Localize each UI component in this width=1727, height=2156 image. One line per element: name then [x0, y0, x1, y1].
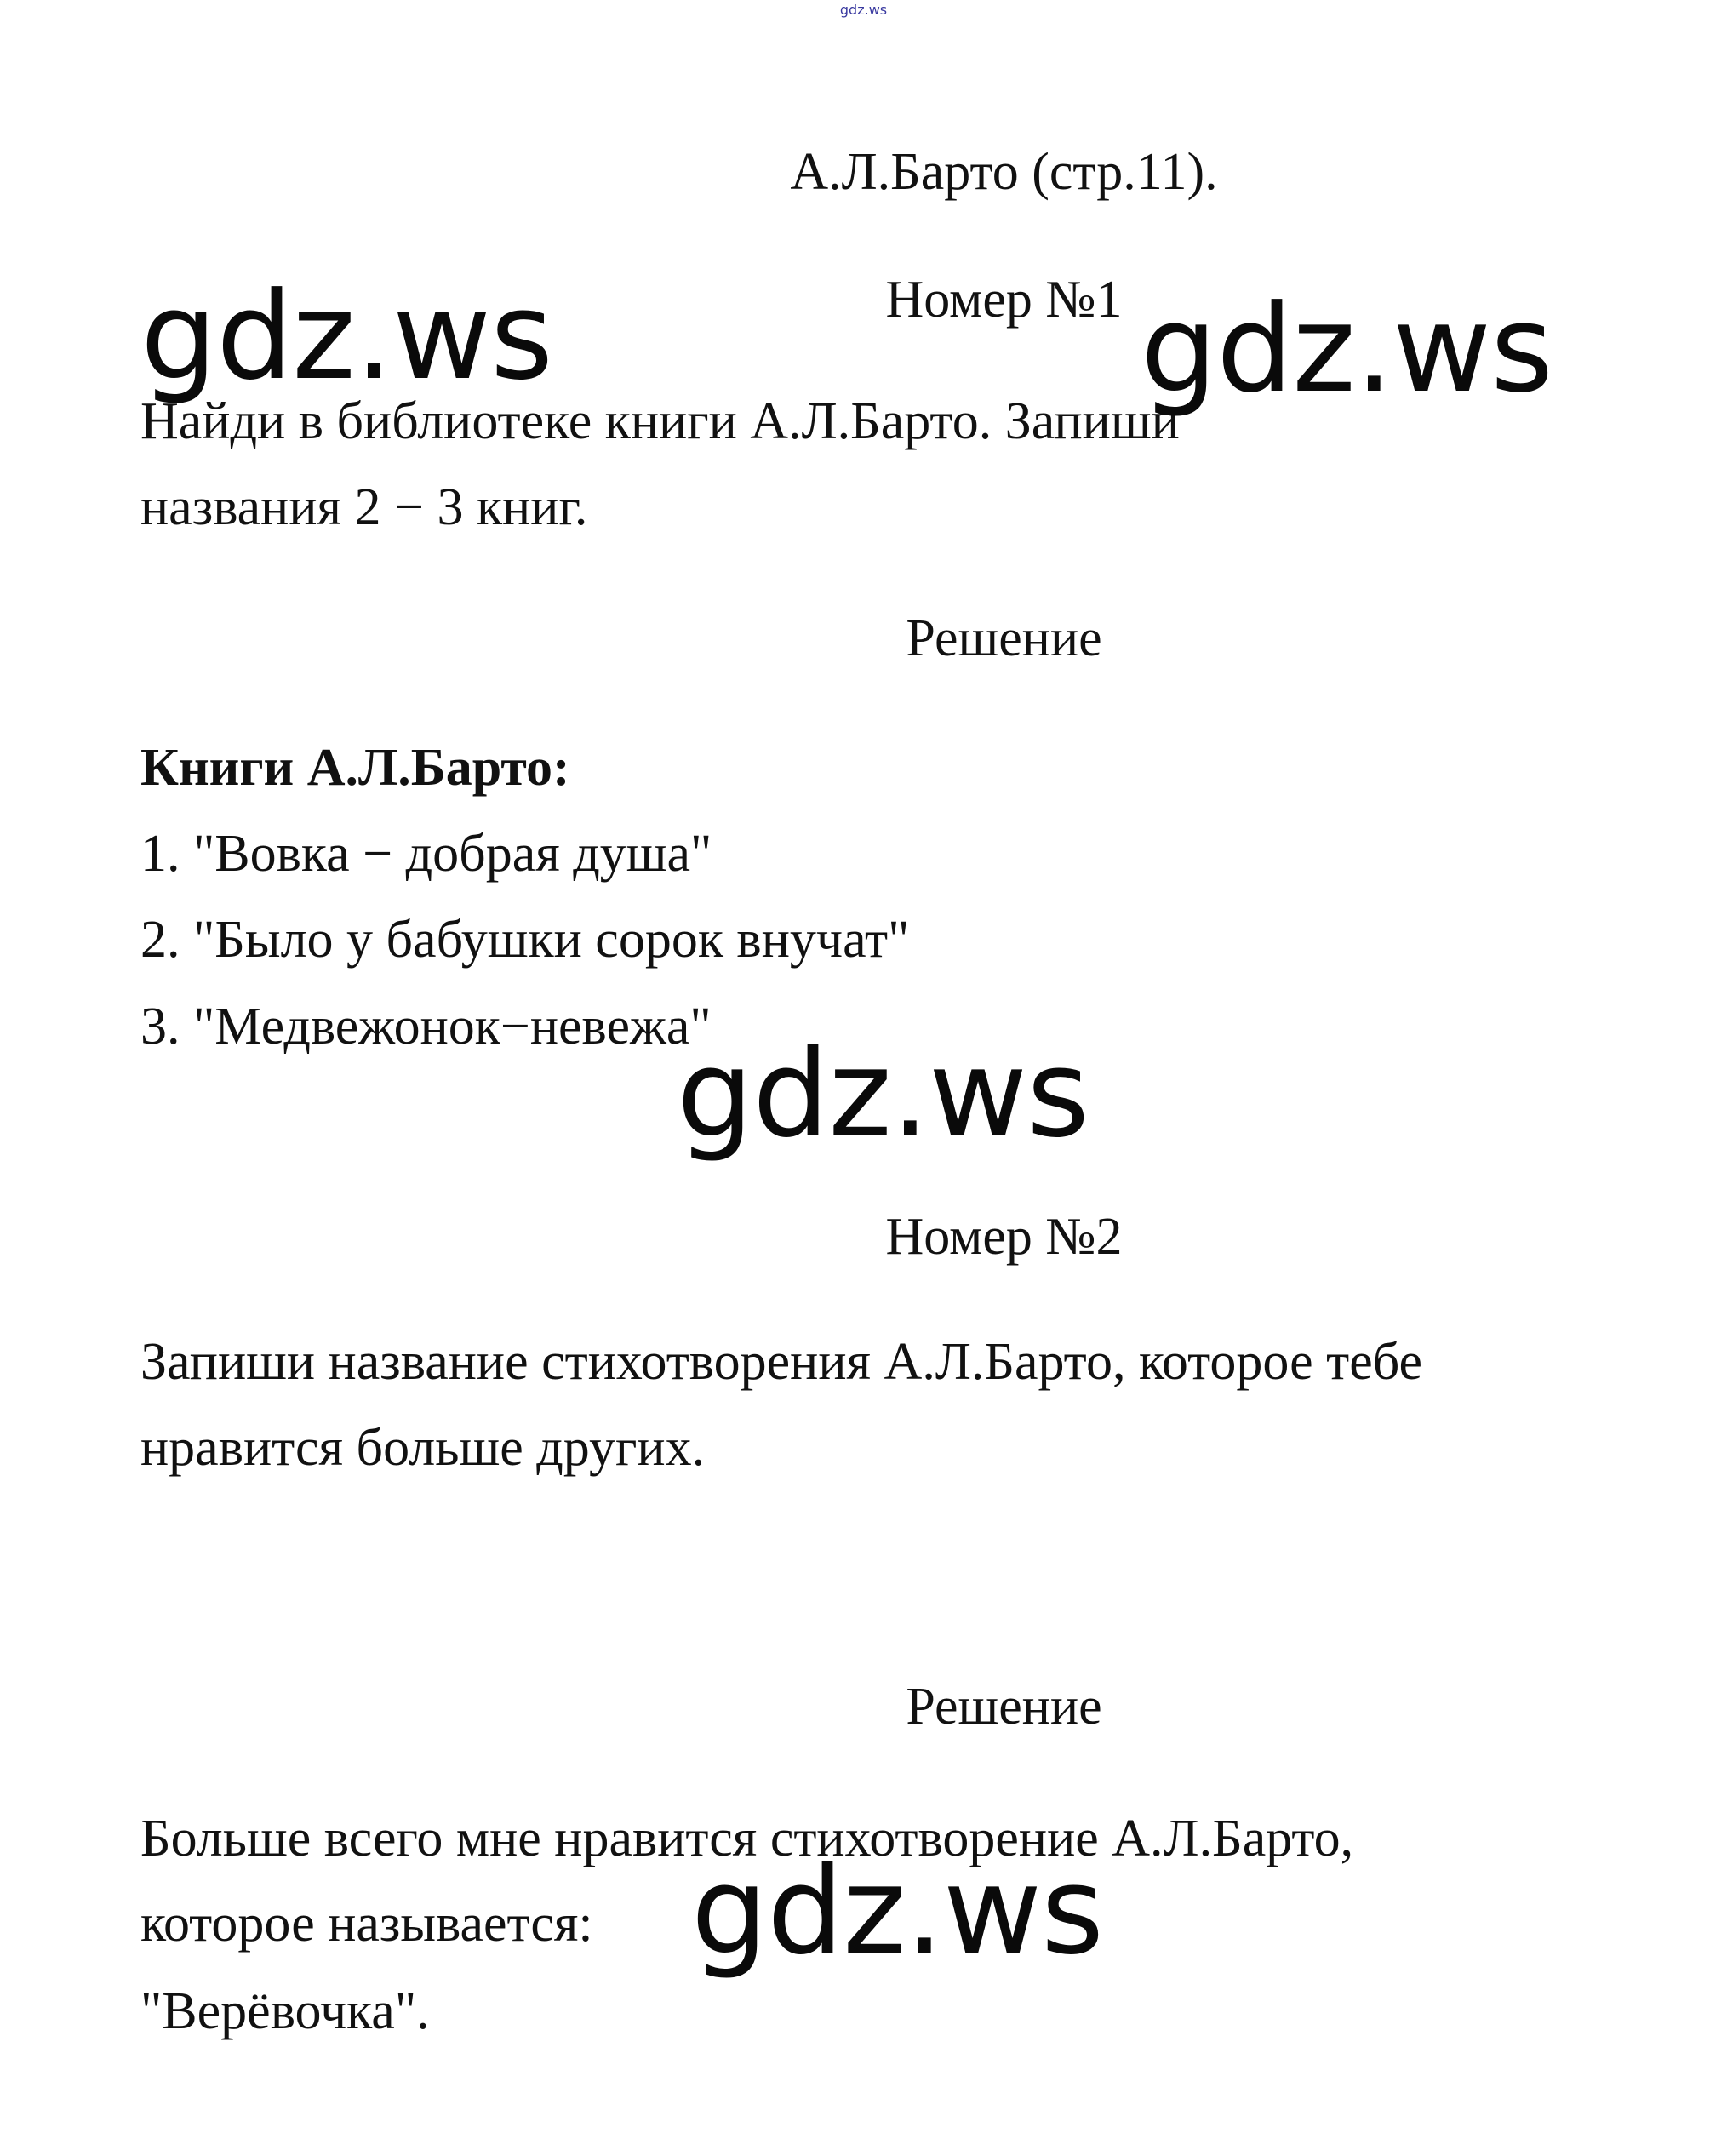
task2-heading: Номер №2: [885, 1208, 1123, 1266]
task2-solution-heading: Решение: [906, 1678, 1102, 1736]
task2-answer-line1: Больше всего мне нравится стихотворение А.Л.Барто,: [140, 1810, 1354, 1867]
task2-answer-line2: которое называется:: [140, 1895, 593, 1953]
task1-solution-heading: Решение: [906, 609, 1102, 667]
task1-list-item-3: 3. "Медвежонок−невежа": [140, 998, 712, 1055]
task2-text-line1: Запиши название стихотворения А.Л.Барто, которое тебе: [140, 1333, 1423, 1391]
task1-list-item-1: 1. "Вовка − добрая душа": [140, 825, 712, 883]
task1-text-line1: Найди в библиотеке книги А.Л.Барто. Запиши: [140, 392, 1180, 450]
task2-text-line2: нравится больше других.: [140, 1419, 706, 1477]
page-title: А.Л.Барто (стр.11).: [790, 143, 1218, 201]
task1-list-title: [140, 725, 570, 810]
task1-heading: Номер №1: [885, 271, 1123, 329]
watermark-2: gdz.ws: [1141, 279, 1553, 420]
watermark-3: gdz.ws: [677, 1024, 1089, 1164]
task1-text-line2: названия 2 − 3 книг.: [140, 478, 588, 536]
header-watermark: gdz.ws: [839, 2, 888, 18]
task2-answer-line3: "Верёвочка".: [140, 1982, 430, 2040]
watermark-4: gdz.ws: [691, 1841, 1104, 1982]
task1-list-title-text: Книги А.Л.Барто:: [140, 739, 570, 797]
watermark-1: gdz.ws: [140, 266, 553, 407]
task1-list-item-2: 2. "Было у бабушки сорок внучат": [140, 911, 910, 969]
